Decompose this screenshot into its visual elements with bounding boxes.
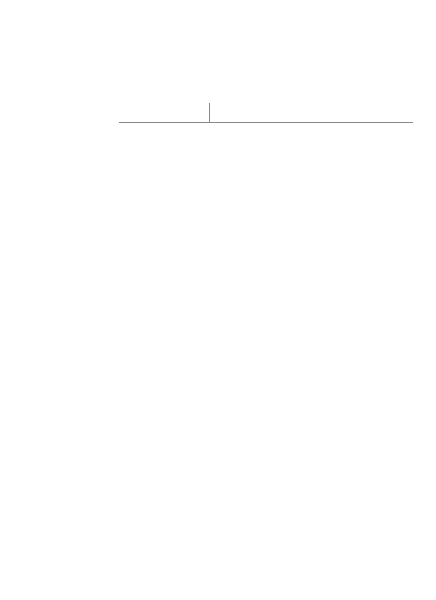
header-divider-vertical [209, 103, 210, 123]
header-rule [119, 122, 413, 123]
